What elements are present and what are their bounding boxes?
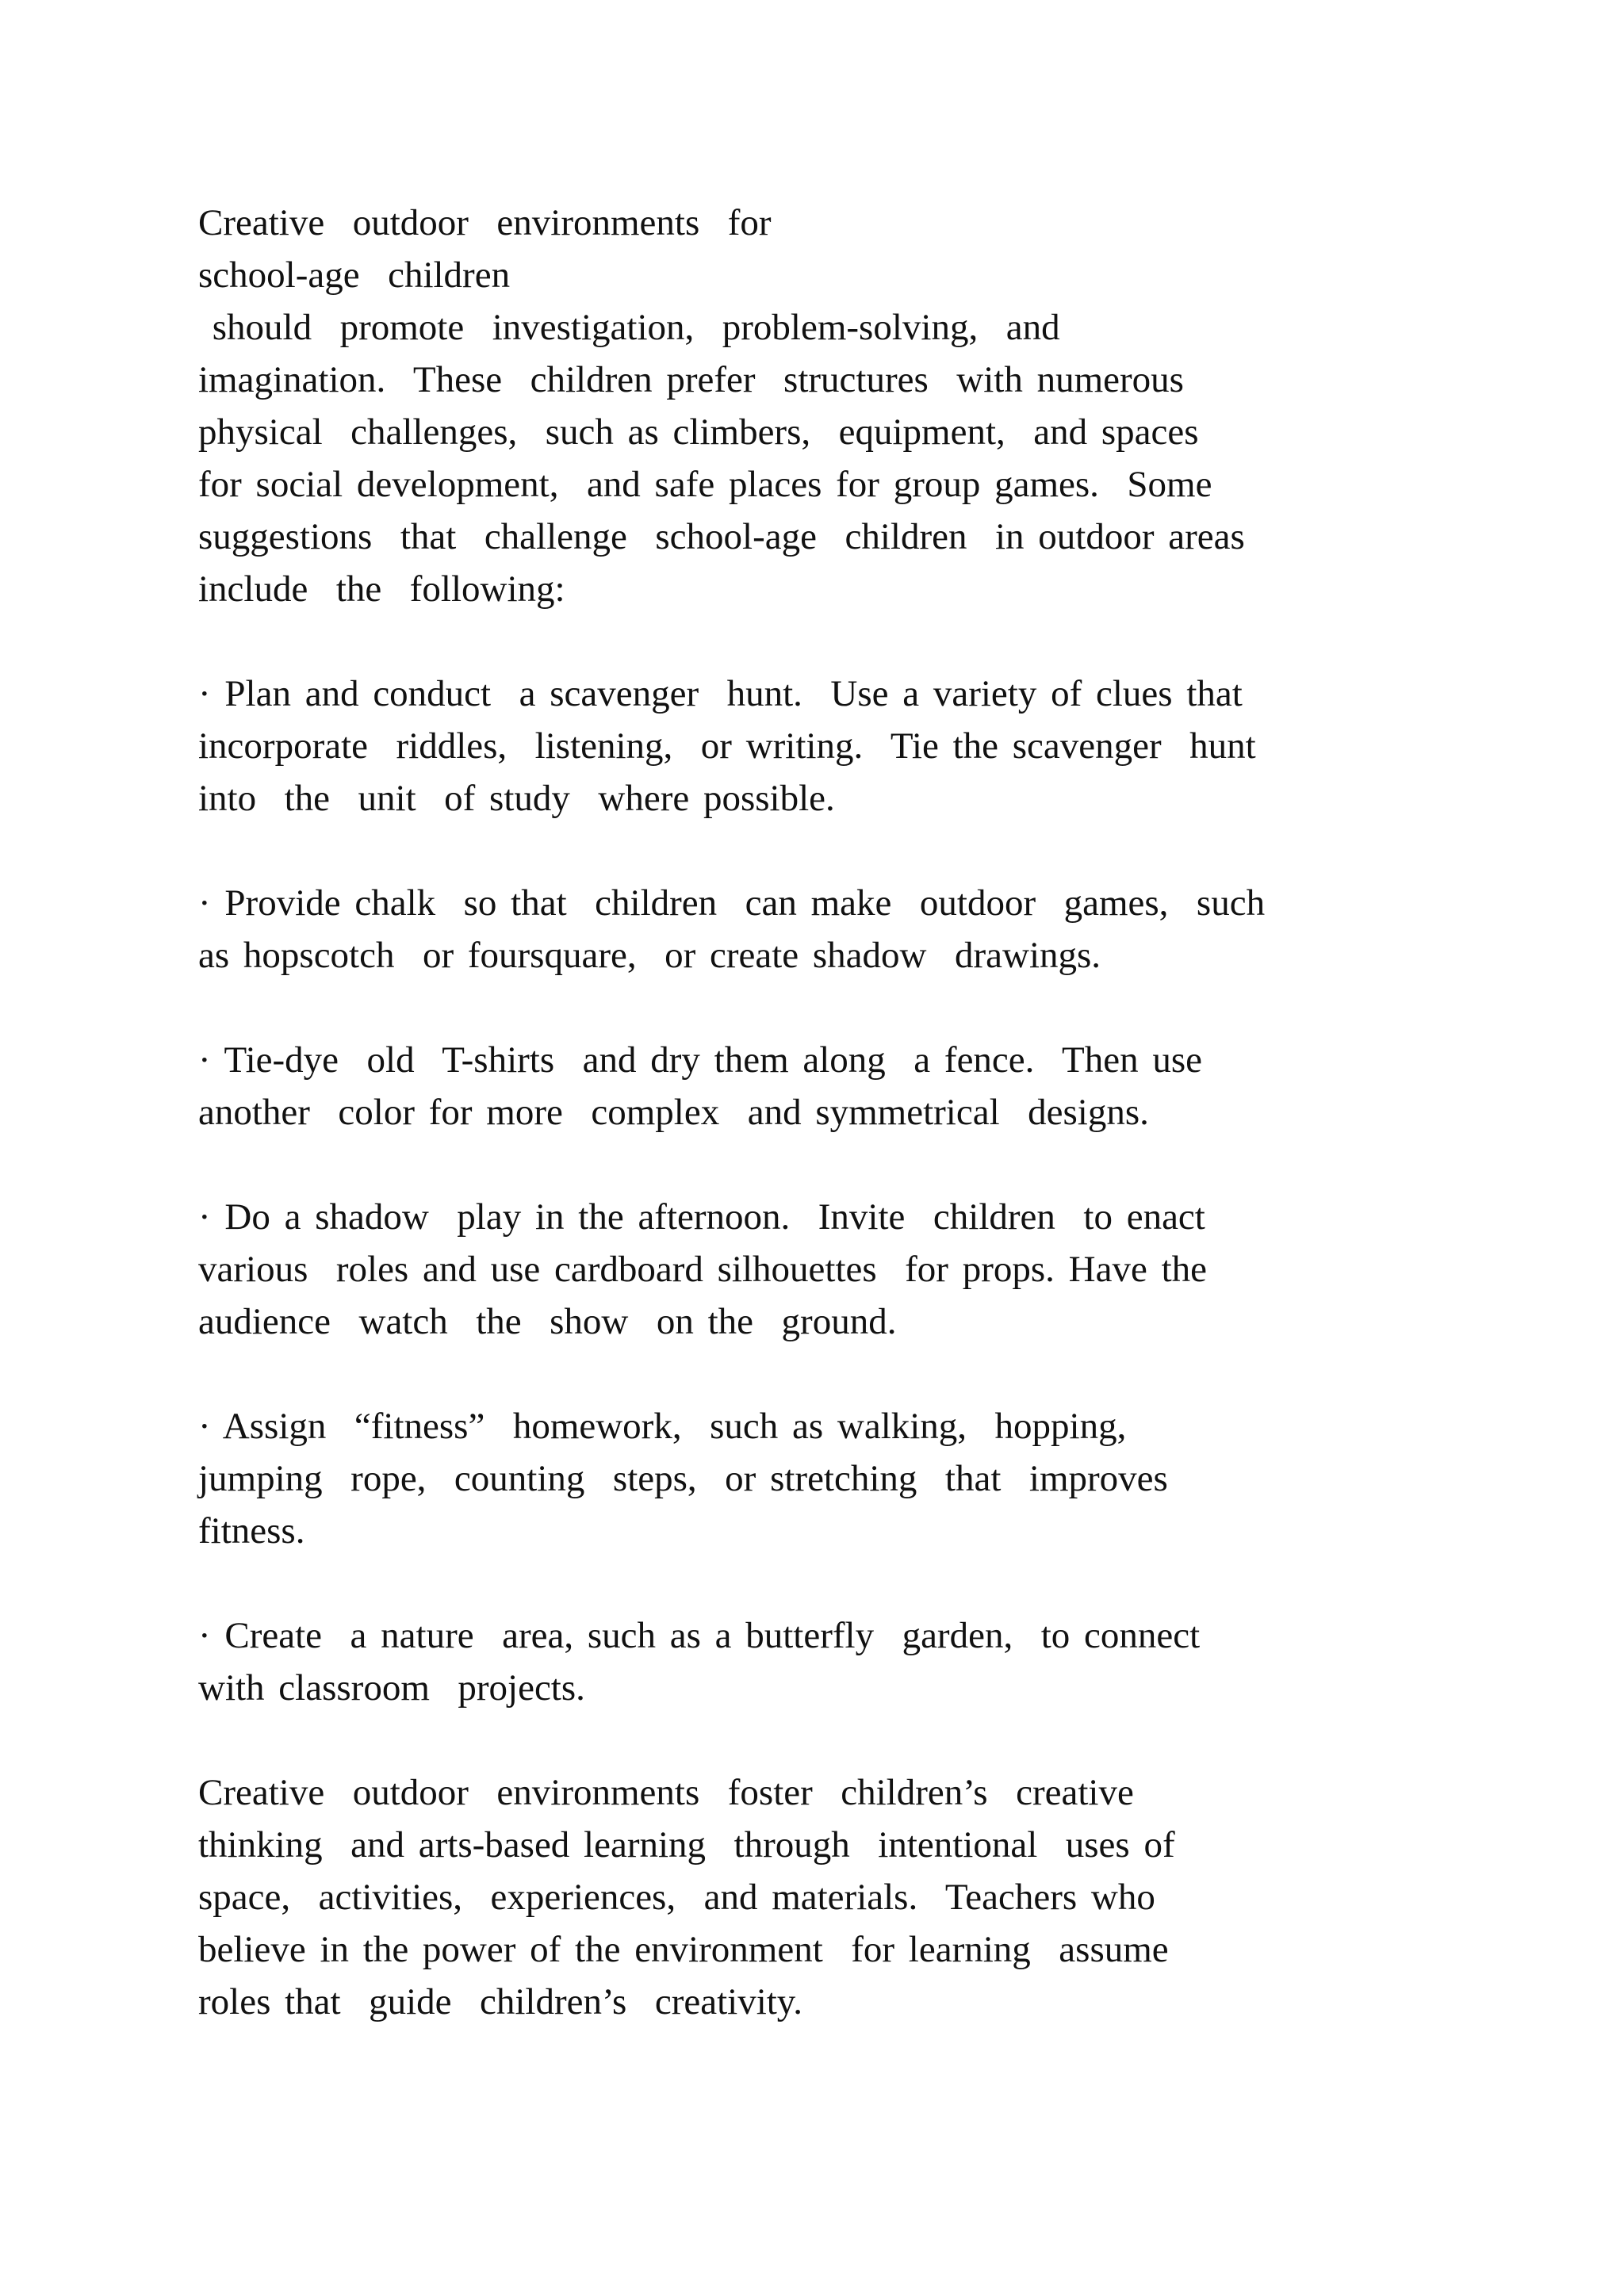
text-line: physical challenges, such as climbers, equipment, and spaces bbox=[198, 411, 1199, 453]
text-line: Creative outdoor environments for bbox=[198, 202, 772, 243]
document-body bbox=[198, 197, 1507, 2028]
text-line: as hopscotch or foursquare, or create shadow drawings. bbox=[198, 935, 1101, 976]
bullet-item-tie-dye bbox=[198, 1034, 1507, 1138]
bullet-item-fitness bbox=[198, 1400, 1507, 1557]
text-line: include the following: bbox=[198, 568, 565, 610]
paragraph-gap bbox=[198, 982, 1507, 1034]
text-line: another color for more complex and symmetrical designs. bbox=[198, 1092, 1149, 1133]
paragraph-gap bbox=[198, 1714, 1507, 1766]
text-line: should promote investigation, problem-solving, and bbox=[198, 307, 1060, 348]
text-line: for social development, and safe places for group games. Some bbox=[198, 464, 1212, 505]
text-line: with classroom projects. bbox=[198, 1667, 585, 1709]
text-line: · Plan and conduct a scavenger hunt. Use a variety of clues that bbox=[198, 673, 1243, 714]
text-line: thinking and arts-based learning through intentional uses of bbox=[198, 1824, 1175, 1866]
conclusion-paragraph bbox=[198, 1766, 1507, 2028]
text-line: space, activities, experiences, and materials. Teachers who bbox=[198, 1877, 1155, 1918]
intro-paragraph bbox=[198, 197, 1507, 615]
paragraph-gap bbox=[198, 825, 1507, 877]
text-line: · Tie-dye old T-shirts and dry them along a fence. Then use bbox=[198, 1039, 1203, 1081]
text-line: · Do a shadow play in the afternoon. Invite children to enact bbox=[198, 1196, 1205, 1238]
text-line: incorporate riddles, listening, or writing. Tie the scavenger hunt bbox=[198, 725, 1256, 767]
text-line: imagination. These children prefer structures with numerous bbox=[198, 359, 1184, 400]
text-line: various roles and use cardboard silhouettes for props. Have the bbox=[198, 1249, 1207, 1290]
bullet-item-chalk bbox=[198, 877, 1507, 982]
text-line: · Assign “fitness” homework, such as walking, hopping, bbox=[198, 1406, 1127, 1447]
bullet-item-nature-area bbox=[198, 1609, 1507, 1714]
paragraph-gap bbox=[198, 1138, 1507, 1191]
paragraph-gap bbox=[198, 615, 1507, 668]
text-line: into the unit of study where possible. bbox=[198, 778, 835, 819]
text-line: suggestions that challenge school-age children in outdoor areas bbox=[198, 516, 1245, 557]
paragraph-gap bbox=[198, 1557, 1507, 1609]
text-line: · Create a nature area, such as a butterfly garden, to connect bbox=[198, 1615, 1201, 1656]
text-line: jumping rope, counting steps, or stretching that improves bbox=[198, 1458, 1168, 1499]
text-line: fitness. bbox=[198, 1510, 305, 1552]
text-line: school-age children bbox=[198, 254, 511, 296]
bullet-item-shadow-play bbox=[198, 1191, 1507, 1348]
paragraph-gap bbox=[198, 1348, 1507, 1400]
text-line: roles that guide children’s creativity. bbox=[198, 1981, 803, 2022]
text-line: Creative outdoor environments foster children’s creative bbox=[198, 1772, 1134, 1813]
bullet-item-scavenger-hunt bbox=[198, 668, 1507, 825]
text-line: audience watch the show on the ground. bbox=[198, 1301, 897, 1342]
text-line: believe in the power of the environment for learning assume bbox=[198, 1929, 1169, 1970]
text-line: · Provide chalk so that children can make outdoor games, such bbox=[198, 882, 1266, 924]
